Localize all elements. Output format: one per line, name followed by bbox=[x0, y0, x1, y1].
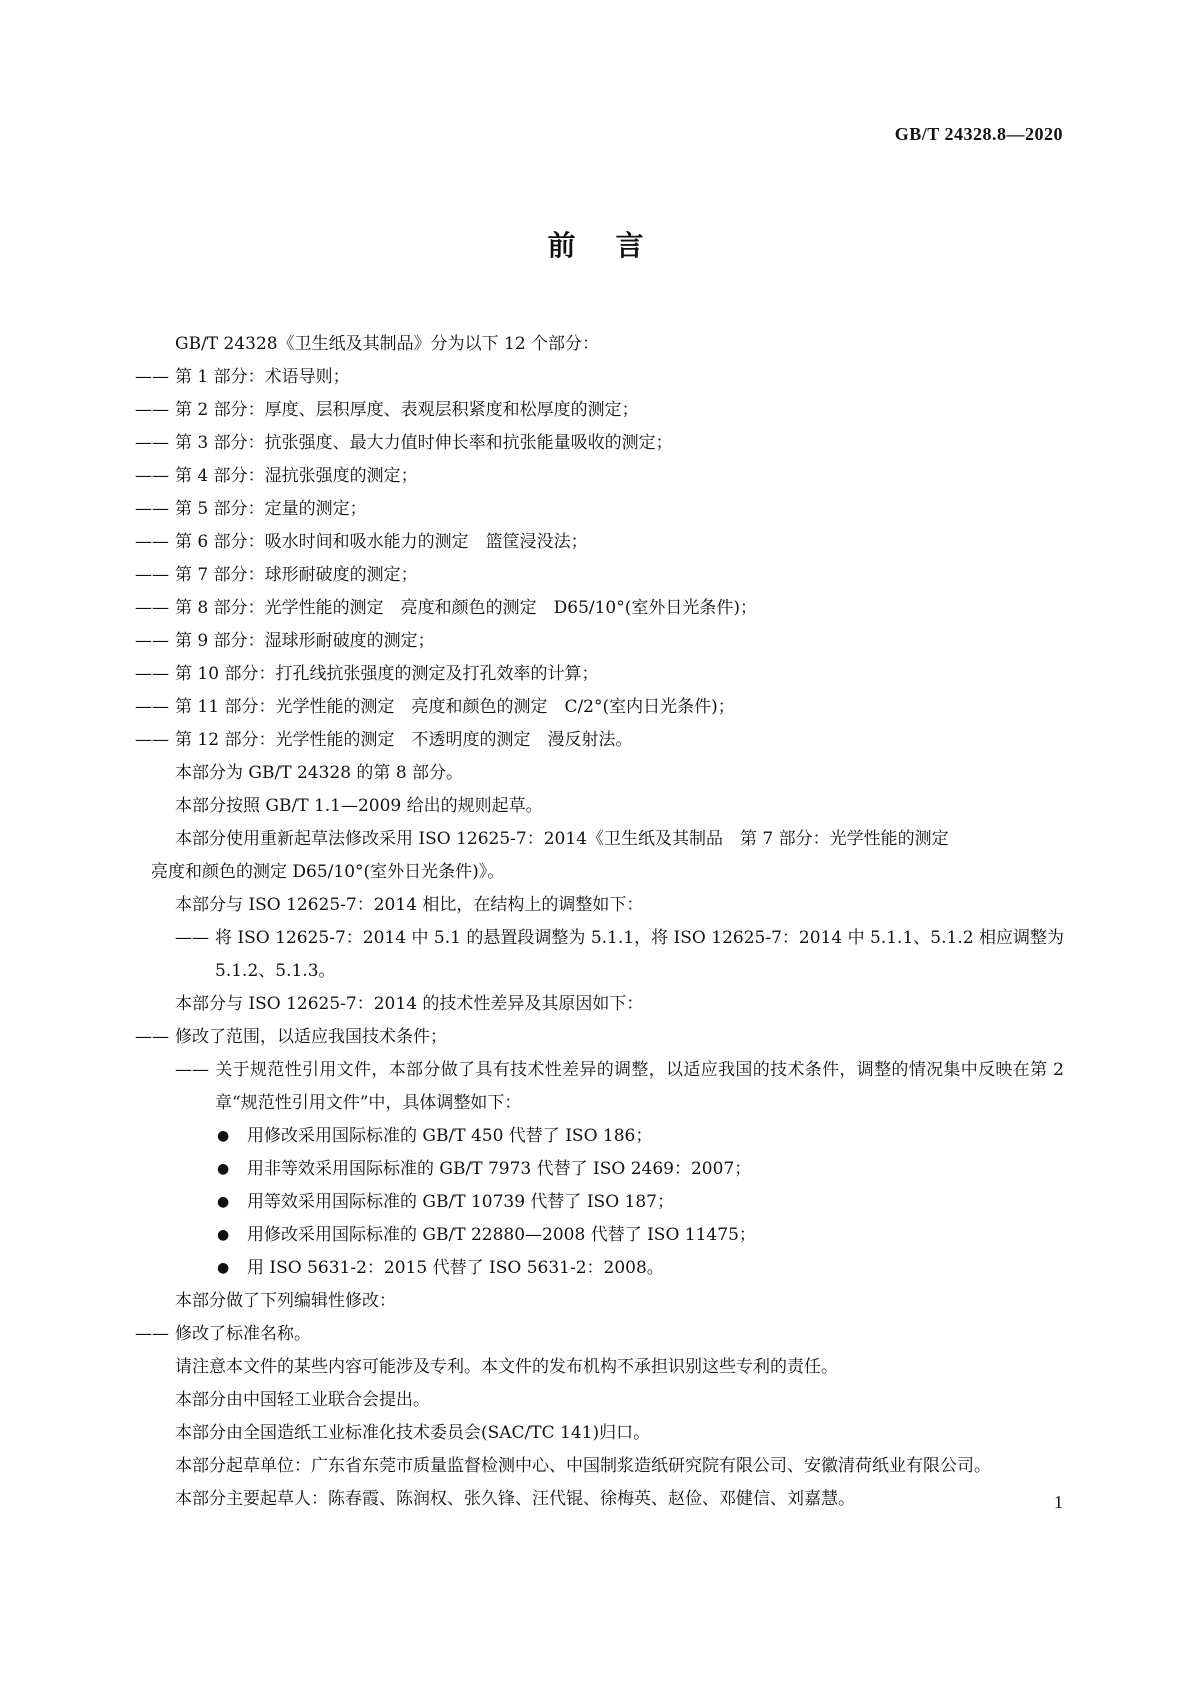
technical-paragraph: 本部分与 ISO 12625-7：2014 的技术性差异及其原因如下： bbox=[175, 994, 644, 1014]
dash-mark: —— bbox=[175, 1060, 209, 1080]
committee-paragraph: 本部分由全国造纸工业标准化技术委员会(SAC/TC 141)归口。 bbox=[175, 1423, 651, 1443]
technical-item: —— 修改了范围，以适应我国技术条件； bbox=[135, 1021, 1064, 1054]
structure-item: —— 将 ISO 12625-7：2014 中 5.1 的悬置段调整为 5.1.1，将 ISO 12625-7：2014 中 5.1.1、5.1.2 相应调整为 5.1.2、5.1.3。 bbox=[135, 922, 1064, 988]
rules-paragraph: 本部分按照 GB/T 1.1—2009 给出的规则起草。 bbox=[175, 796, 543, 816]
dash-mark: —— bbox=[135, 400, 169, 420]
structure-paragraph: 本部分与 ISO 12625-7：2014 相比，在结构上的调整如下： bbox=[175, 895, 644, 915]
part-item: —— 第 11 部分：光学性能的测定 亮度和颜色的测定 C/2°(室内日光条件)； bbox=[135, 691, 1064, 724]
part-item: —— 第 6 部分：吸水时间和吸水能力的测定 篮筐浸没法； bbox=[135, 526, 1064, 559]
part-item: —— 第 12 部分：光学性能的测定 不透明度的测定 漫反射法。 bbox=[135, 724, 1064, 757]
bullet-mark: ● bbox=[217, 1194, 230, 1210]
dash-mark: —— bbox=[135, 730, 169, 750]
part-item: —— 第 7 部分：球形耐破度的测定； bbox=[135, 559, 1064, 592]
dash-mark: —— bbox=[135, 598, 169, 618]
dash-mark: —— bbox=[135, 631, 169, 651]
part-item: —— 第 4 部分：湿抗张强度的测定； bbox=[135, 460, 1064, 493]
part8-paragraph: 本部分为 GB/T 24328 的第 8 部分。 bbox=[175, 763, 464, 783]
dash-mark: —— bbox=[135, 664, 169, 684]
dash-mark: —— bbox=[135, 367, 169, 387]
bullet-mark: ● bbox=[217, 1161, 230, 1177]
part-item: —— 第 3 部分：抗张强度、最大力值时伸长率和抗张能量吸收的测定； bbox=[135, 427, 1064, 460]
adoption-paragraph-line1: 本部分使用重新起草法修改采用 ISO 12625-7：2014《卫生纸及其制品 第 7 部分：光学性能的测定 bbox=[175, 829, 949, 849]
dash-mark: —— bbox=[175, 928, 209, 948]
document-body bbox=[135, 328, 1064, 1516]
part-item: —— 第 10 部分：打孔线抗张强度的测定及打孔效率的计算； bbox=[135, 658, 1064, 691]
technical-item: —— 关于规范性引用文件，本部分做了具有技术性差异的调整，以适应我国的技术条件，调整的情况集中反映在第 2 章“规范性引用文件”中，具体调整如下： bbox=[135, 1054, 1064, 1120]
bullet-item: ● 用修改采用国际标准的 GB/T 22880—2008 代替了 ISO 11475； bbox=[135, 1219, 1064, 1252]
editorial-paragraph: 本部分做了下列编辑性修改： bbox=[175, 1291, 396, 1311]
part-item: —— 第 2 部分：厚度、层积厚度、表观层积紧度和松厚度的测定； bbox=[135, 394, 1064, 427]
dash-mark: —— bbox=[135, 532, 169, 552]
adoption-paragraph-line2: 亮度和颜色的测定 D65/10°(室外日光条件)》。 bbox=[151, 862, 505, 882]
dash-mark: —— bbox=[135, 466, 169, 486]
bullet-item: ● 用非等效采用国际标准的 GB/T 7973 代替了 ISO 2469：2007； bbox=[135, 1153, 1064, 1186]
bullet-mark: ● bbox=[217, 1260, 230, 1276]
bullet-mark: ● bbox=[217, 1128, 230, 1144]
patent-paragraph: 请注意本文件的某些内容可能涉及专利。本文件的发布机构不承担识别这些专利的责任。 bbox=[175, 1357, 838, 1377]
intro-paragraph: GB/T 24328《卫生纸及其制品》分为以下 12 个部分： bbox=[175, 334, 600, 354]
drafters-paragraph: 本部分主要起草人：陈春霞、陈润权、张久锋、汪代锟、徐梅英、赵俭、邓健信、刘嘉慧。 bbox=[175, 1489, 855, 1509]
bullet-mark: ● bbox=[217, 1227, 230, 1243]
editorial-item: —— 修改了标准名称。 bbox=[135, 1318, 1064, 1351]
proposer-paragraph: 本部分由中国轻工业联合会提出。 bbox=[175, 1390, 430, 1410]
dash-mark: —— bbox=[135, 433, 169, 453]
bullet-item: ● 用修改采用国际标准的 GB/T 450 代替了 ISO 186； bbox=[135, 1120, 1064, 1153]
bullet-item: ● 用 ISO 5631-2：2015 代替了 ISO 5631-2：2008。 bbox=[135, 1252, 1064, 1285]
page-number: 1 bbox=[1054, 1492, 1063, 1512]
part-item: —— 第 8 部分：光学性能的测定 亮度和颜色的测定 D65/10°(室外日光条件)； bbox=[135, 592, 1064, 625]
bullet-item: ● 用等效采用国际标准的 GB/T 10739 代替了 ISO 187； bbox=[135, 1186, 1064, 1219]
drafting-units-paragraph: 本部分起草单位：广东省东莞市质量监督检测中心、中国制浆造纸研究院有限公司、安徽清荷纸业有限公司。 bbox=[175, 1456, 991, 1476]
standard-number: GB/T 24328.8—2020 bbox=[894, 124, 1063, 144]
dash-mark: —— bbox=[135, 1324, 169, 1344]
part-item: —— 第 9 部分：湿球形耐破度的测定； bbox=[135, 625, 1064, 658]
dash-mark: —— bbox=[135, 499, 169, 519]
dash-mark: —— bbox=[135, 1027, 169, 1047]
dash-mark: —— bbox=[135, 697, 169, 717]
part-item: —— 第 5 部分：定量的测定； bbox=[135, 493, 1064, 526]
dash-mark: —— bbox=[135, 565, 169, 585]
page-title: 前言 bbox=[547, 229, 684, 262]
part-item: —— 第 1 部分：术语导则； bbox=[135, 361, 1064, 394]
